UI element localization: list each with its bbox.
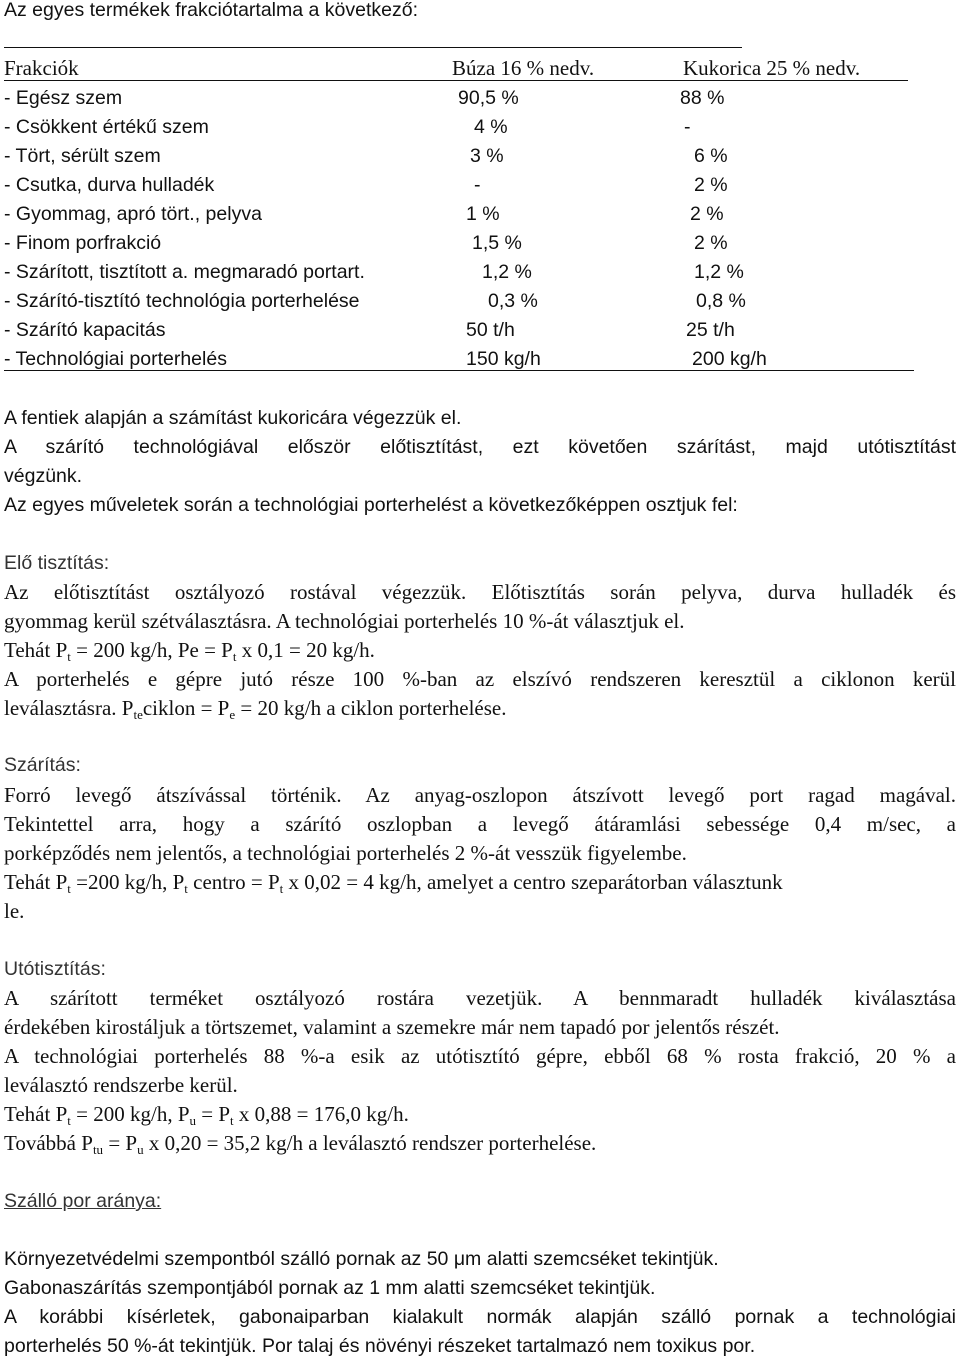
- elo-line-5: [4, 694, 507, 723]
- row-name: - Szárító kapacitás: [4, 319, 166, 341]
- formula-part: x 0,02 = 4 kg/h, amelyet a centro szeparátorban választunk: [283, 870, 783, 894]
- formula-subscript: te: [133, 707, 143, 722]
- row-kukorica: 25 t/h: [686, 319, 735, 341]
- formula-part: ciklon = P: [142, 696, 230, 720]
- szallo-line-2: Gabonaszárítás szempontjából pornak az 1 mm alatti szemcséket tekintjük.: [4, 1277, 656, 1299]
- row-buza: 4 %: [474, 116, 508, 138]
- szallo-line-1: Környezetvédelmi szempontból szálló pornak az 50 μm alatti szemcséket tekintjük.: [4, 1248, 719, 1270]
- row-buza: 50 t/h: [466, 319, 515, 341]
- heading-utotisztitas: Utótisztítás:: [4, 958, 106, 980]
- row-kukorica: 1,2 %: [694, 261, 744, 283]
- row-kukorica: 0,8 %: [696, 290, 746, 312]
- szaritas-line-5: le.: [4, 899, 25, 923]
- uto-line-2: érdekében kirostáljuk a törtszemet, valamint a szemekre már nem tapadó por jelentős részét.: [4, 1015, 780, 1039]
- uto-formula-2: [4, 1129, 596, 1158]
- row-buza: 1,2 %: [482, 261, 532, 283]
- formula-subscript: t: [67, 649, 71, 664]
- row-name: - Technológiai porterhelés: [4, 348, 227, 370]
- formula-part: x 0,88 = 176,0 kg/h.: [233, 1102, 409, 1126]
- paragraph-distribution: Az egyes műveletek során a technológiai porterhelést a következőképpen osztjuk fel:: [4, 494, 738, 516]
- row-kukorica: 2 %: [690, 203, 724, 225]
- formula-part: Tehát P: [4, 1102, 68, 1126]
- formula-part: Tehát P: [4, 870, 68, 894]
- paragraph-kukorica: A fentiek alapján a számítást kukoricára végezzük el.: [4, 407, 462, 429]
- row-name: - Csutka, durva hulladék: [4, 174, 215, 196]
- row-buza: -: [474, 174, 481, 196]
- table-top-rule: [4, 47, 742, 48]
- row-name: - Gyommag, apró tört., pelyva: [4, 203, 262, 225]
- row-kukorica: 2 %: [694, 174, 728, 196]
- row-buza: 150 kg/h: [466, 348, 541, 370]
- formula-part: centro = P: [187, 870, 280, 894]
- header-kukorica: Kukorica 25 % nedv.: [683, 56, 861, 80]
- szaritas-line-2: Tekintettel arra, hogy a szárító oszlopban a levegő átáramlási sebessége 0,4 m/sec, a: [4, 812, 956, 836]
- header-frakciok: Frakciók: [4, 56, 79, 80]
- formula-part: = 200 kg/h, Pe = P: [70, 638, 233, 662]
- row-name: - Szárított, tisztított a. megmaradó portart.: [4, 261, 365, 283]
- table-header-rule: [4, 80, 908, 81]
- row-buza: 90,5 %: [458, 87, 519, 109]
- row-name: - Egész szem: [4, 87, 123, 109]
- formula-part: leválasztásra. P: [4, 696, 134, 720]
- formula-subscript: u: [189, 1113, 197, 1128]
- row-buza: 3 %: [470, 145, 504, 167]
- szaritas-formula: [4, 868, 783, 897]
- heading-szaritas: Szárítás:: [4, 754, 81, 776]
- elo-line-4: A porterhelés e gépre jutó része 100 %-ban az elszívó rendszeren keresztül a ciklonon kerül: [4, 667, 956, 691]
- formula-part: = 20 kg/h a ciklon porterhelése.: [235, 696, 507, 720]
- elo-formula: [4, 636, 375, 665]
- formula-subscript: t: [67, 1113, 71, 1128]
- formula-part: = P: [196, 1102, 231, 1126]
- uto-line-4: leválasztó rendszerbe kerül.: [4, 1073, 238, 1097]
- uto-line-3: A technológiai porterhelés 88 %-a esik az utótisztító gépre, ebből 68 % rosta frakció, 20 % a: [4, 1044, 956, 1068]
- row-kukorica: -: [684, 116, 691, 138]
- formula-subscript: e: [229, 707, 236, 722]
- paragraph-technology-line2: végzünk.: [4, 465, 83, 487]
- table-bottom-rule: [4, 370, 914, 371]
- intro-text: Az egyes termékek frakciótartalma a következő:: [4, 0, 419, 21]
- row-kukorica: 88 %: [680, 87, 725, 109]
- formula-subscript: u: [137, 1142, 144, 1157]
- paragraph-technology-line1: A szárító technológiával először előtisztítást, ezt követően szárítást, majd utótisztítást: [4, 436, 956, 458]
- row-buza: 0,3 %: [488, 290, 538, 312]
- heading-szallo-por: Szálló por aránya:: [4, 1190, 162, 1212]
- row-buza: 1 %: [466, 203, 500, 225]
- row-kukorica: 200 kg/h: [692, 348, 767, 370]
- elo-line-2: gyommag kerül szétválasztásra. A technológiai porterhelés 10 %-át választjuk el.: [4, 609, 685, 633]
- szaritas-line-1: Forró levegő átszívással történik. Az anyag-oszlopon átszívott levegő port ragad magával.: [4, 783, 956, 807]
- szallo-line-4: porterhelés 50 %-át tekintjük. Por talaj és növényi részeket tartalmazó nem toxikus por.: [4, 1335, 756, 1357]
- heading-elo-tisztitas: Elő tisztítás:: [4, 552, 110, 574]
- row-name: - Finom porfrakció: [4, 232, 162, 254]
- row-kukorica: 2 %: [694, 232, 728, 254]
- formula-subscript: t: [230, 1113, 234, 1128]
- row-name: - Csökkent értékű szem: [4, 116, 209, 138]
- formula-subscript: tu: [92, 1142, 104, 1157]
- formula-subscript: t: [184, 881, 188, 896]
- formula-subscript: t: [279, 881, 284, 896]
- formula-subscript: t: [232, 649, 237, 664]
- formula-subscript: t: [67, 881, 71, 896]
- row-buza: 1,5 %: [472, 232, 522, 254]
- row-name: - Szárító-tisztító technológia porterhelése: [4, 290, 360, 312]
- formula-part: Továbbá P: [4, 1131, 93, 1155]
- uto-formula-1: [4, 1100, 409, 1129]
- formula-part: Tehát P: [4, 638, 68, 662]
- elo-line-1: Az előtisztítást osztályozó rostával végezzük. Előtisztítás során pelyva, durva hulladék és: [4, 580, 956, 604]
- formula-part: = 200 kg/h, P: [70, 1102, 190, 1126]
- formula-part: x 0,1 = 20 kg/h.: [236, 638, 375, 662]
- szallo-line-3: A korábbi kísérletek, gabonaiparban kialakult normák alapján szálló pornak a technológiai: [4, 1306, 956, 1328]
- header-buza: Búza 16 % nedv.: [452, 56, 595, 80]
- row-kukorica: 6 %: [694, 145, 728, 167]
- uto-line-1: A szárított terméket osztályozó rostára vezetjük. A bennmaradt hulladék kiválasztása: [4, 986, 956, 1010]
- formula-part: = P: [103, 1131, 138, 1155]
- szaritas-line-3: porképződés nem jelentős, a technológiai porterhelés 2 %-át vesszük figyelembe.: [4, 841, 687, 865]
- row-name: - Tört, sérült szem: [4, 145, 161, 167]
- formula-part: =200 kg/h, P: [70, 870, 185, 894]
- formula-part: x 0,20 = 35,2 kg/h a leválasztó rendszer porterhelése.: [143, 1131, 597, 1155]
